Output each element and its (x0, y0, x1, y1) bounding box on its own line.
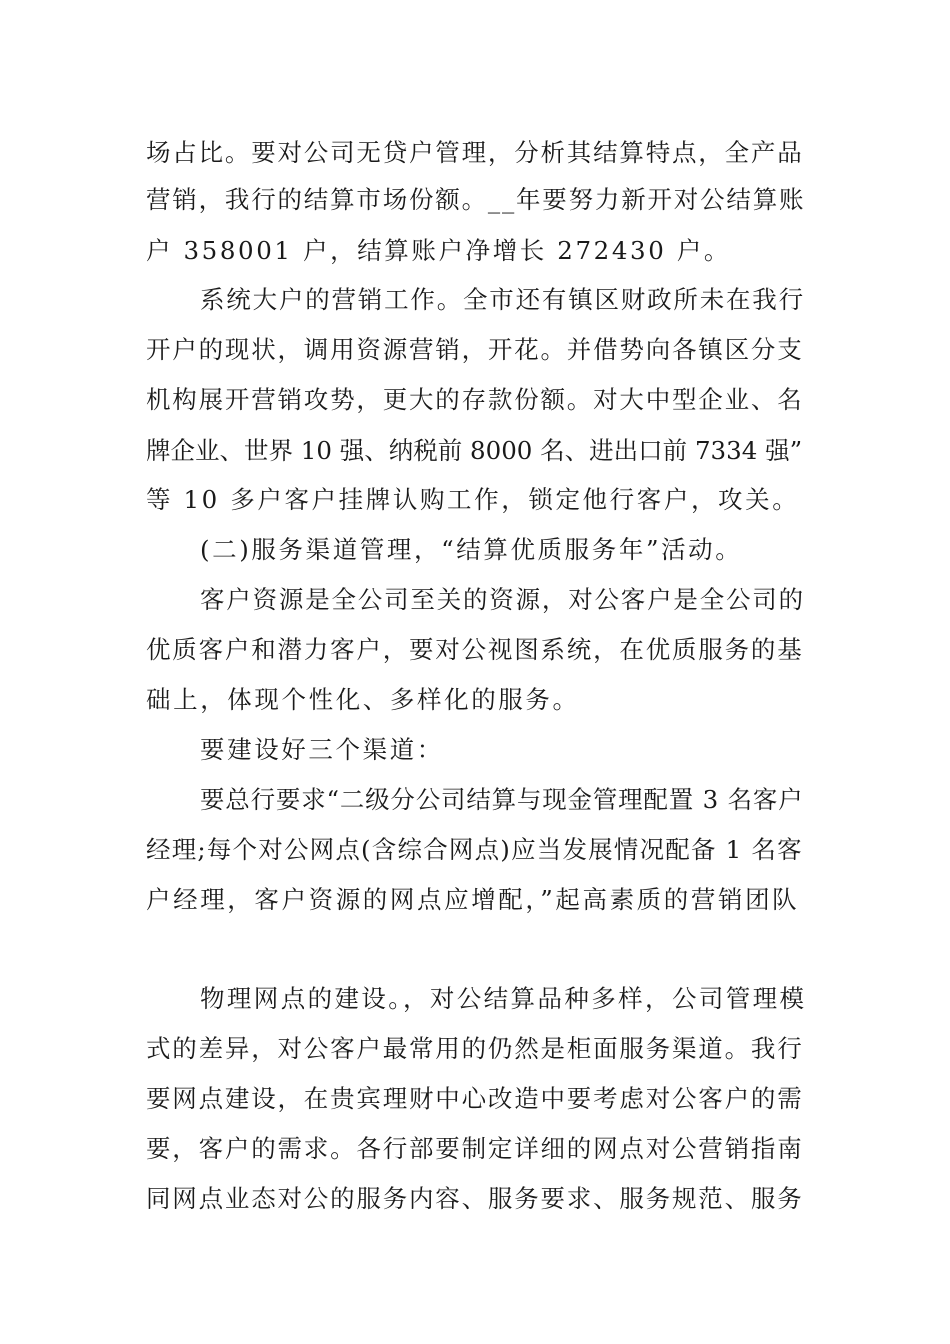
paragraph-line: 础上，体现个性化、多样化的服务。 (146, 685, 580, 714)
paragraph-line: 等 10 多户客户挂牌认购工作，锁定他行客户，攻关。 (146, 485, 800, 514)
paragraph-line: 户 358001 户，结算账户净增长 272430 户。 (146, 236, 732, 265)
paragraph-line: 营销，我行的结算市场份额。__年要努力新开对公结算账 (146, 185, 806, 214)
paragraph-line: 物理网点的建设。，对公结算品种多样，公司管理模 (200, 984, 807, 1013)
paragraph-line: 客户资源是全公司至关的资源，对公客户是全公司的 (200, 585, 805, 614)
paragraph-line: 经理;每个对公网点(含综合网点)应当发展情况配备 1 名客 (146, 835, 803, 864)
paragraph-line: 机构展开营销攻势，更大的存款份额。对大中型企业、名 (146, 385, 804, 414)
paragraph-line: 要，客户的需求。各行部要制定详细的网点对公营销指南 (146, 1134, 804, 1163)
paragraph-line: 开户的现状，调用资源营销，开花。并借势向各镇区分支 (146, 335, 804, 364)
paragraph-line: 要网点建设，在贵宾理财中心改造中要考虑对公客户的需 (146, 1084, 804, 1113)
paragraph-line: 式的差异，对公客户最常用的仍然是柜面服务渠道。我行 (146, 1034, 804, 1063)
paragraph-line: 场占比。要对公司无贷户管理，分析其结算特点，全产品 (146, 138, 804, 167)
paragraph-line: 优质客户和潜力客户，要对公视图系统，在优质服务的基 (146, 635, 804, 664)
section-heading: (二)服务渠道管理，“结算优质服务年”活动。 (200, 535, 743, 564)
paragraph-line: 要总行要求“二级分公司结算与现金管理配置 3 名客户 (200, 785, 804, 814)
paragraph-line: 要建设好三个渠道： (200, 735, 444, 764)
paragraph-line: 系统大户的营销工作。全市还有镇区财政所未在我行 (200, 285, 805, 314)
paragraph-line: 牌企业、世界 10 强、纳税前 8000 名、进出口前 7334 强” (146, 436, 803, 465)
paragraph-line: 同网点业态对公的服务内容、服务要求、服务规范、服务 (146, 1184, 804, 1213)
paragraph-line: 户经理，客户资源的网点应增配，”起高素质的营销团队 (146, 885, 800, 914)
